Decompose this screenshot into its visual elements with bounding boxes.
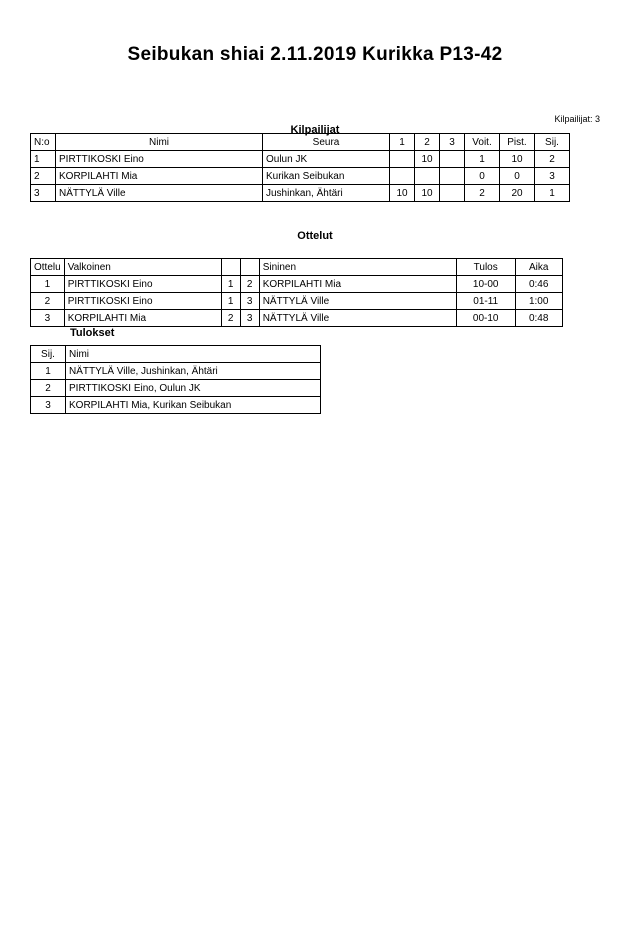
cell-match-2: 10 xyxy=(415,185,440,202)
column-header-blue: Sininen xyxy=(259,259,456,276)
results-table xyxy=(30,345,321,414)
cell-blue-no: 3 xyxy=(240,293,259,310)
table-header-row xyxy=(31,259,563,276)
table-row xyxy=(31,276,563,293)
column-header-match-2: 2 xyxy=(415,134,440,151)
matches-table xyxy=(30,258,563,327)
cell-blue: NÄTTYLÄ Ville xyxy=(259,293,456,310)
cell-white: KORPILAHTI Mia xyxy=(64,310,221,327)
cell-points: 0 xyxy=(500,168,535,185)
table-row xyxy=(31,380,321,397)
cell-no: 2 xyxy=(31,168,56,185)
cell-match-2: 10 xyxy=(415,151,440,168)
column-header-result: Tulos xyxy=(456,259,515,276)
cell-match-3 xyxy=(440,185,465,202)
cell-result: 00-10 xyxy=(456,310,515,327)
cell-name: KORPILAHTI Mia, Kurikan Seibukan xyxy=(66,397,321,414)
column-header-match-no: Ottelu xyxy=(31,259,65,276)
cell-match-3 xyxy=(440,168,465,185)
cell-points: 20 xyxy=(500,185,535,202)
cell-match-3 xyxy=(440,151,465,168)
cell-match-no: 3 xyxy=(31,310,65,327)
table-row xyxy=(31,293,563,310)
matches-section-label: Ottelut xyxy=(297,230,333,242)
cell-time: 0:46 xyxy=(515,276,562,293)
cell-name: PIRTTIKOSKI Eino, Oulun JK xyxy=(66,380,321,397)
table-row xyxy=(31,363,321,380)
cell-position: 1 xyxy=(31,363,66,380)
cell-position: 2 xyxy=(31,380,66,397)
cell-result: 10-00 xyxy=(456,276,515,293)
column-header-position: Sij. xyxy=(31,346,66,363)
column-header-blue-no xyxy=(240,259,259,276)
cell-white-no: 1 xyxy=(221,293,240,310)
cell-club: Oulun JK xyxy=(263,151,390,168)
cell-result: 01-11 xyxy=(456,293,515,310)
cell-rank: 2 xyxy=(535,151,570,168)
table-header-row xyxy=(31,134,570,151)
cell-white: PIRTTIKOSKI Eino xyxy=(64,276,221,293)
cell-name: PIRTTIKOSKI Eino xyxy=(56,151,263,168)
cell-blue-no: 3 xyxy=(240,310,259,327)
cell-no: 1 xyxy=(31,151,56,168)
cell-blue: KORPILAHTI Mia xyxy=(259,276,456,293)
column-header-match-3: 3 xyxy=(440,134,465,151)
column-header-name: Nimi xyxy=(66,346,321,363)
cell-time: 0:48 xyxy=(515,310,562,327)
cell-blue: NÄTTYLÄ Ville xyxy=(259,310,456,327)
column-header-no: N:o xyxy=(31,134,56,151)
cell-rank: 1 xyxy=(535,185,570,202)
column-header-rank: Sij. xyxy=(535,134,570,151)
cell-club: Kurikan Seibukan xyxy=(263,168,390,185)
column-header-wins: Voit. xyxy=(465,134,500,151)
cell-name: KORPILAHTI Mia xyxy=(56,168,263,185)
cell-match-1: 10 xyxy=(390,185,415,202)
competitors-count-note: Kilpailijat: 3 xyxy=(554,114,600,124)
cell-no: 3 xyxy=(31,185,56,202)
competitors-table xyxy=(30,133,570,202)
cell-match-no: 1 xyxy=(31,276,65,293)
cell-time: 1:00 xyxy=(515,293,562,310)
page-title: Seibukan shiai 2.11.2019 Kurikka P13-42 xyxy=(127,44,503,65)
table-header-row xyxy=(31,346,321,363)
cell-wins: 2 xyxy=(465,185,500,202)
cell-position: 3 xyxy=(31,397,66,414)
cell-points: 10 xyxy=(500,151,535,168)
cell-wins: 1 xyxy=(465,151,500,168)
cell-name: NÄTTYLÄ Ville xyxy=(56,185,263,202)
cell-match-1 xyxy=(390,151,415,168)
cell-white-no: 1 xyxy=(221,276,240,293)
column-header-name: Nimi xyxy=(56,134,263,151)
cell-white-no: 2 xyxy=(221,310,240,327)
column-header-white-no xyxy=(221,259,240,276)
results-section-label: Tulokset xyxy=(70,327,115,339)
cell-match-no: 2 xyxy=(31,293,65,310)
column-header-club: Seura xyxy=(263,134,390,151)
column-header-points: Pist. xyxy=(500,134,535,151)
cell-match-2 xyxy=(415,168,440,185)
cell-wins: 0 xyxy=(465,168,500,185)
cell-match-1 xyxy=(390,168,415,185)
table-row xyxy=(31,185,570,202)
column-header-white: Valkoinen xyxy=(64,259,221,276)
table-row xyxy=(31,310,563,327)
cell-blue-no: 2 xyxy=(240,276,259,293)
table-row xyxy=(31,397,321,414)
cell-name: NÄTTYLÄ Ville, Jushinkan, Ähtäri xyxy=(66,363,321,380)
competitors-section-label: Kilpailijat xyxy=(290,124,340,136)
document-page xyxy=(0,44,630,935)
cell-club: Jushinkan, Ähtäri xyxy=(263,185,390,202)
table-row xyxy=(31,151,570,168)
column-header-match-1: 1 xyxy=(390,134,415,151)
cell-rank: 3 xyxy=(535,168,570,185)
column-header-time: Aika xyxy=(515,259,562,276)
table-row xyxy=(31,168,570,185)
cell-white: PIRTTIKOSKI Eino xyxy=(64,293,221,310)
